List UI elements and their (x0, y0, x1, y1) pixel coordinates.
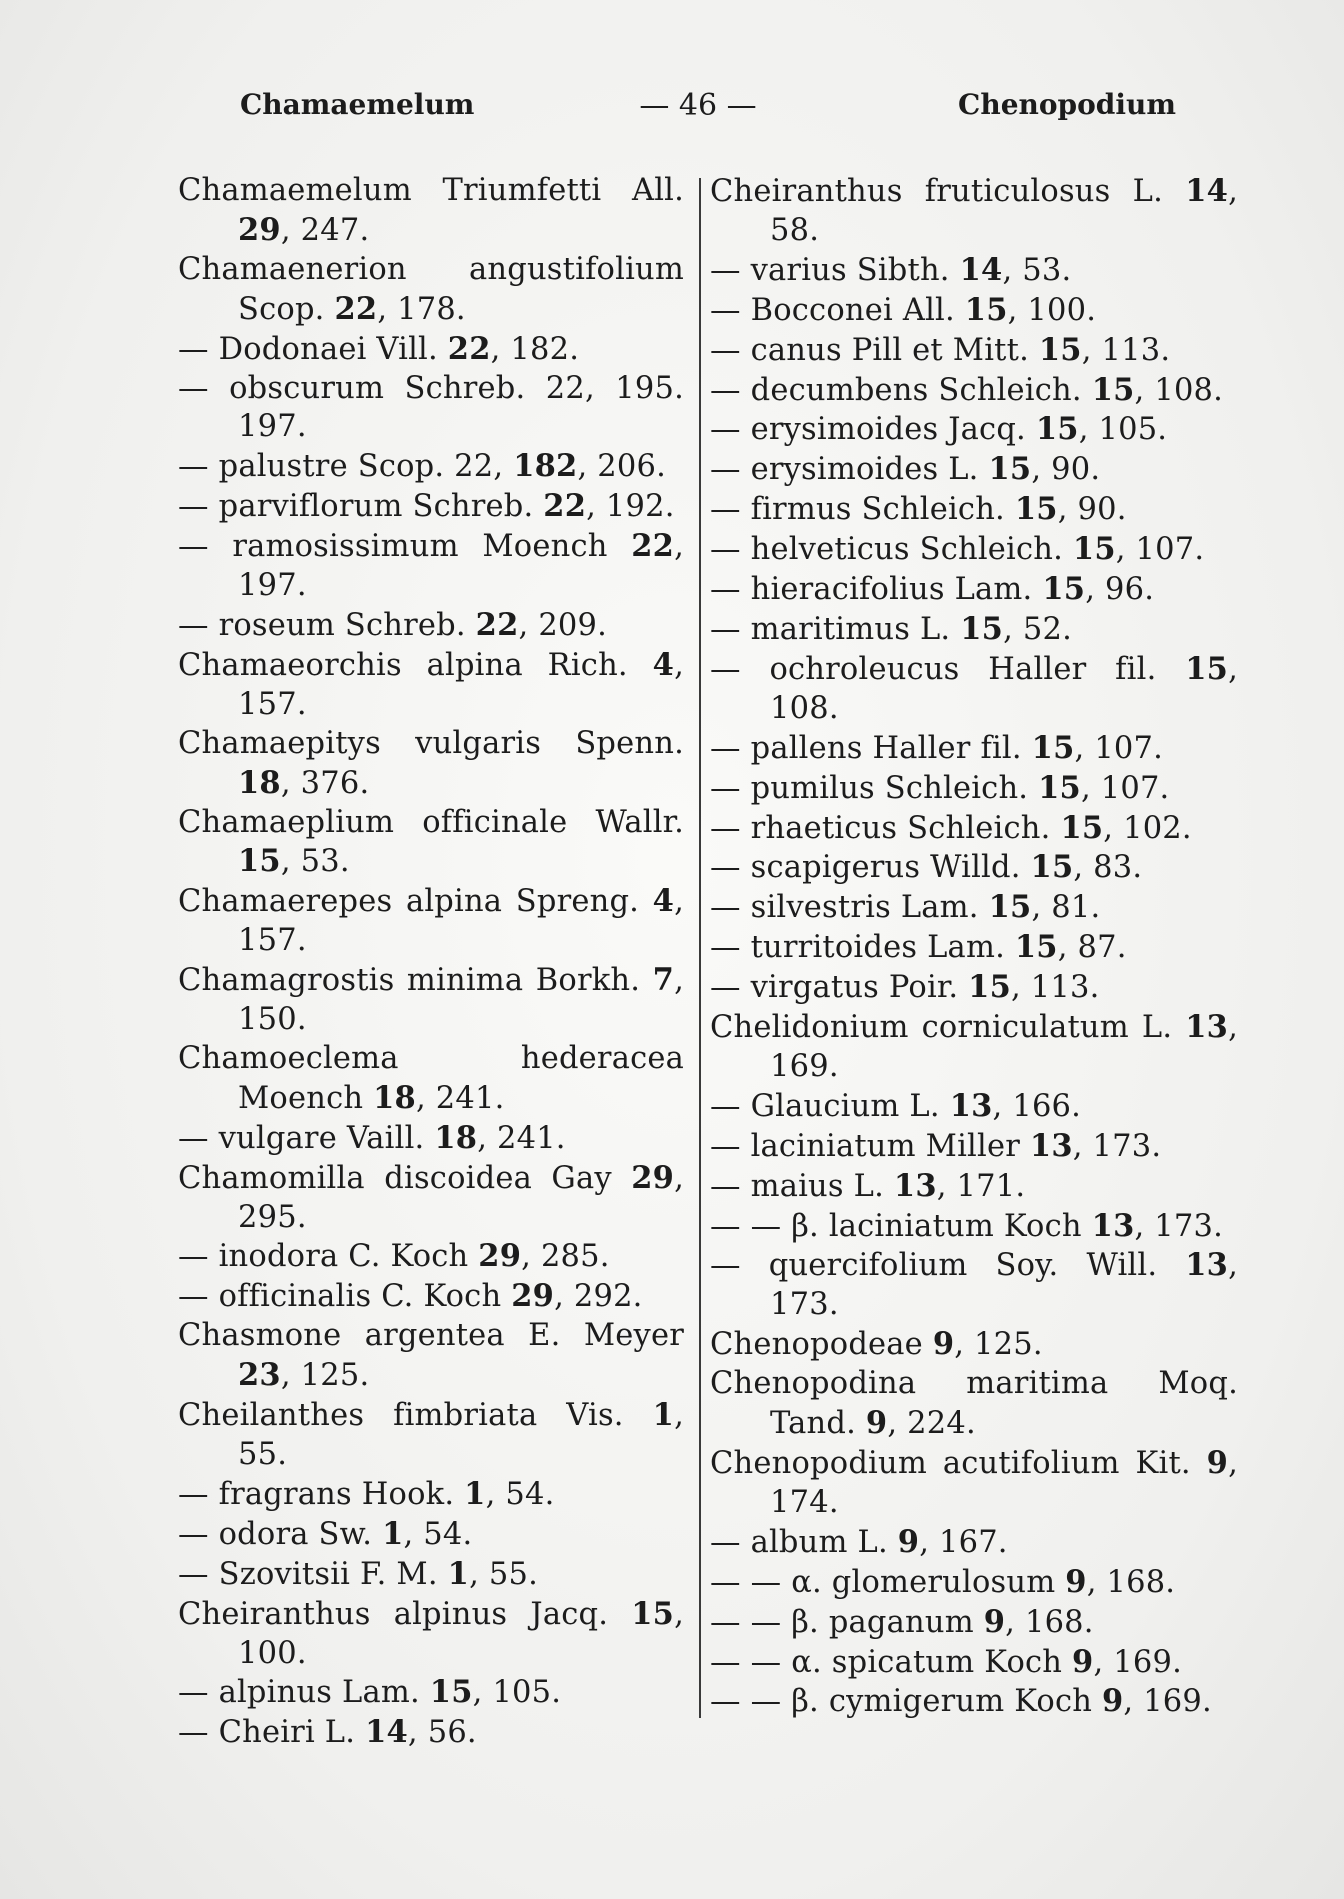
index-entry: — roseum Schreb. 22, 209. (178, 606, 608, 643)
index-entry: — Glaucium L. 13, 166. (710, 1087, 1082, 1124)
index-entry: — obscurum Schreb. 22, 195. 197. (178, 370, 684, 445)
index-entry: — quercifolium Soy. Will. 13, 173. (710, 1247, 1238, 1323)
index-entry: Chamoeclema hederacea Moench 18, 241. (178, 1040, 684, 1116)
index-entry: Cheiranthus fruticulosus L. 14, 58. (710, 173, 1238, 248)
index-entry: — rhaeticus Schleich. 15, 102. (710, 809, 1192, 846)
header-right-term: Chenopodium (958, 88, 1176, 121)
index-entry: — hieracifolius Lam. 15, 96. (710, 571, 1155, 608)
index-entry: Chamaemelum Triumfetti All. 29, 247. (178, 173, 684, 248)
index-entry: — laciniatum Miller 13, 173. (710, 1127, 1162, 1164)
index-entry: — erysimoides Jacq. 15, 105. (710, 411, 1168, 448)
index-entry: — parviflorum Schreb. 22, 192. (178, 488, 675, 525)
index-entry: — firmus Schleich. 15, 90. (710, 491, 1127, 528)
index-entry: — maritimus L. 15, 52. (710, 610, 1072, 647)
index-entry: Chamaenerion angustifolium Scop. 22, 178. (178, 251, 684, 327)
index-entry: Chamaeplium officinale Wallr. 15, 53. (178, 804, 684, 880)
index-entry: Cheiranthus alpinus Jacq. 15, 100. (178, 1595, 684, 1671)
index-entry: — Szovitsii F. M. 1, 55. (178, 1555, 538, 1592)
index-entry: Chamomilla discoidea Gay 29, 295. (178, 1159, 684, 1235)
index-entry: — — β. laciniatum Koch 13, 173. (710, 1207, 1224, 1244)
index-entry: — pallens Haller fil. 15, 107. (710, 729, 1164, 766)
index-entry: — vulgare Vaill. 18, 241. (178, 1119, 566, 1156)
index-entry: — ochroleucus Haller fil. 15, 108. (710, 650, 1238, 726)
running-head (0, 88, 1344, 128)
right-column (710, 172, 1238, 1722)
index-entry: — canus Pill et Mitt. 15, 113. (710, 331, 1171, 368)
index-entry: — palustre Scop. 22, 182, 206. (178, 448, 666, 485)
page-number: — 46 — (639, 88, 757, 123)
index-entry: — — β. cymigerum Koch 9, 169. (710, 1683, 1212, 1720)
index-entry: Chenopodina maritima Moq. Tand. 9, 224. (710, 1366, 1238, 1442)
index-entry: Chamagrostis minima Borkh. 7, 150. (178, 962, 684, 1038)
index-entry: — maius L. 13, 171. (710, 1167, 1026, 1204)
index-entry: Chenopodium acutifolium Kit. 9, 174. (710, 1445, 1238, 1520)
column-divider (699, 178, 701, 1718)
index-entry: — Cheiri L. 14, 56. (178, 1714, 477, 1751)
header-left-term: Chamaemelum (240, 88, 475, 121)
index-entry: — alpinus Lam. 15, 105. (178, 1674, 562, 1711)
index-entry: — ramosissimum Moench 22, 197. (178, 528, 684, 604)
index-entry: Chamaeorchis alpina Rich. 4, 157. (178, 646, 684, 722)
index-entry: — officinalis C. Koch 29, 292. (178, 1278, 643, 1315)
index-entry: — varius Sibth. 14, 53. (710, 251, 1072, 288)
index-entry: — album L. 9, 167. (710, 1523, 1008, 1560)
index-entry: Chamaerepes alpina Spreng. 4, 157. (178, 883, 684, 959)
index-entry: — — α. spicatum Koch 9, 169. (710, 1643, 1182, 1680)
index-entry: — silvestris Lam. 15, 81. (710, 889, 1101, 926)
index-entry: — Dodonaei Vill. 22, 182. (178, 330, 580, 367)
index-entry: — erysimoides L. 15, 90. (710, 451, 1101, 488)
index-entry: — inodora C. Koch 29, 285. (178, 1238, 610, 1275)
index-entry: — helveticus Schleich. 15, 107. (710, 531, 1205, 568)
index-entry: — fragrans Hook. 1, 54. (178, 1475, 555, 1512)
index-entry: — turritoides Lam. 15, 87. (710, 929, 1127, 966)
index-entry: Chelidonium corniculatum L. 13, 169. (710, 1009, 1238, 1084)
index-entry: — decumbens Schleich. 15, 108. (710, 371, 1224, 408)
index-entry: — Bocconei All. 15, 100. (710, 291, 1097, 328)
index-entry: — pumilus Schleich. 15, 107. (710, 769, 1170, 806)
index-entry: — virgatus Poir. 15, 113. (710, 969, 1100, 1006)
index-entry: Chenopodeae 9, 125. (710, 1326, 1043, 1363)
index-entry: — — β. paganum 9, 168. (710, 1603, 1094, 1640)
index-entry: — odora Sw. 1, 54. (178, 1515, 473, 1552)
index-entry: — scapigerus Willd. 15, 83. (710, 849, 1143, 886)
index-entry: Chasmone argentea E. Meyer 23, 125. (178, 1318, 684, 1394)
index-entry: Chamaepitys vulgaris Spenn. 18, 376. (178, 725, 684, 801)
index-entry: Cheilanthes fimbriata Vis. 1, 55. (178, 1397, 684, 1472)
index-entry: — — α. glomerulosum 9, 168. (710, 1563, 1176, 1600)
left-column (178, 172, 684, 1753)
